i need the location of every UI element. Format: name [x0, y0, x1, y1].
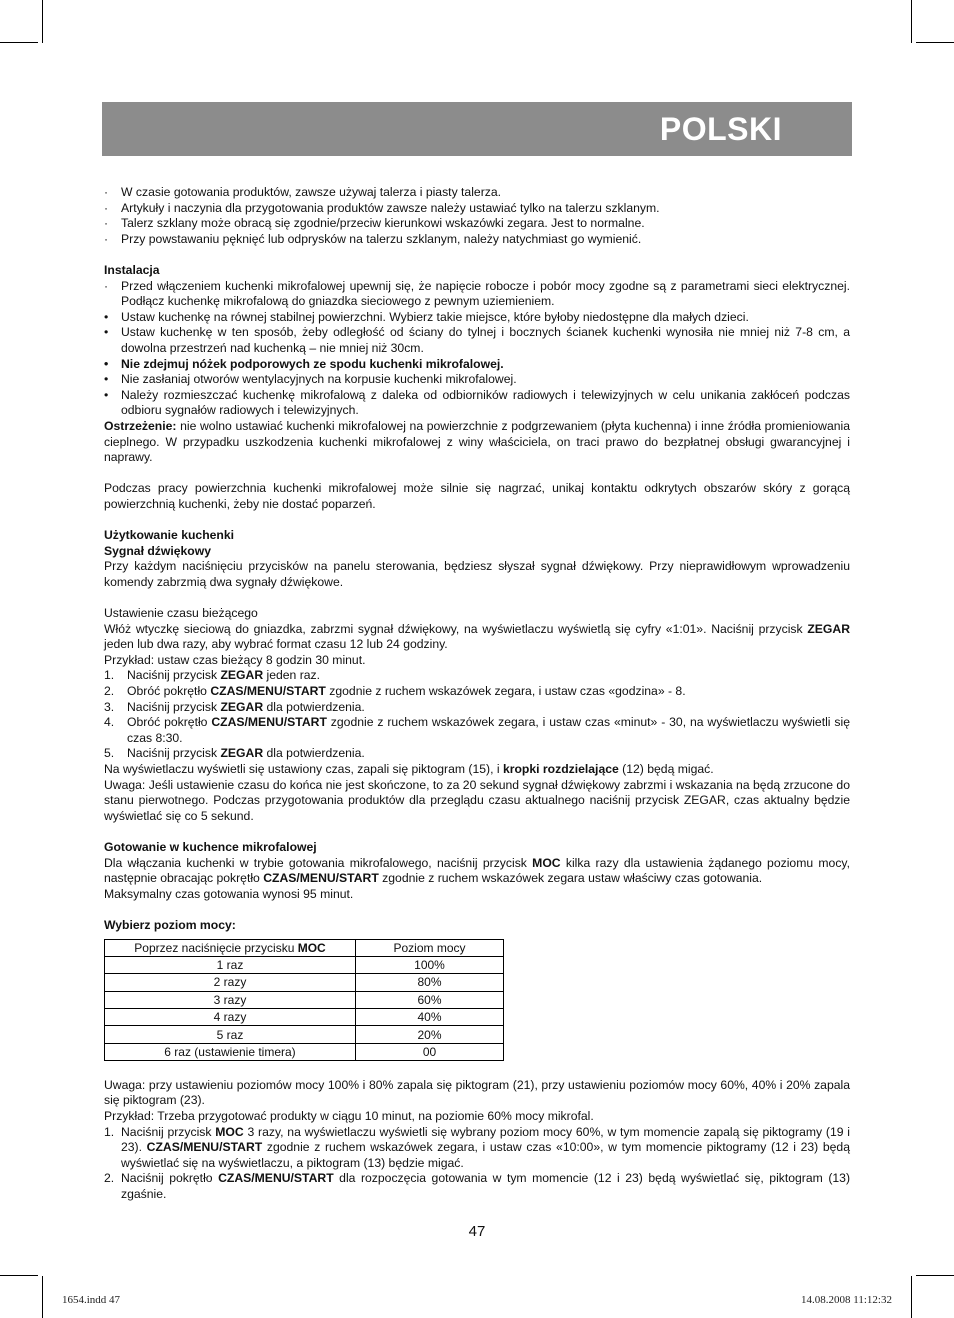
- power-level-table: [104, 939, 504, 1062]
- section-heading: Gotowanie w kuchence mikrofalowej: [104, 839, 317, 854]
- table-cell: 3 razy: [105, 991, 356, 1008]
- footer-timestamp: 14.08.2008 11:12:32: [801, 1294, 892, 1306]
- section-heading: Wybierz poziom mocy:: [104, 917, 236, 932]
- crop-mark: [916, 1275, 954, 1276]
- crop-mark: [0, 1275, 38, 1276]
- table-cell: 00: [356, 1043, 504, 1060]
- table-cell: 20%: [356, 1026, 504, 1043]
- table-cell: 40%: [356, 1009, 504, 1026]
- bullet-marker: •: [104, 372, 109, 387]
- table-cell: 6 raz (ustawienie timera): [105, 1043, 356, 1060]
- crop-mark: [42, 0, 43, 43]
- intro-bullet: · Talerz szklany może obracą się zgodnie/przeciw kierunkowi wskazówki zegara. Jest to normalne.: [104, 216, 645, 231]
- install-item: • Ustaw kuchenkę na równej stabilnej powierzchni. Wybierz takie miejsce, które byłoby niedostępne dla małych dzieci.: [104, 309, 749, 324]
- intro-bullet: · Artykuły i naczynia dla przygotowania produktów zawsze należy ustawiać tylko na talerzu szklanym.: [104, 200, 660, 215]
- power-note: Uwaga: przy ustawieniu poziomów mocy 100% i 80% zapala się piktogram (21), przy ustawieniu poziomów mocy 60%, 40% i 20% zapala się piktogram (23).: [104, 1077, 850, 1108]
- surface-note: Podczas pracy powierzchnia kuchenki mikrofalowej może silnie się nagrzać, unikaj kontaktu odkrytych obszarów skóry z gorącą powierzchnią kuchenki, żeby nie dostać poparzeń.: [104, 481, 850, 511]
- power-step: 1. Naciśnij przycisk MOC 3 razy, na wyświetlaczu wyświetli się wybrany poziom mocy 60%, w tym momencie zapalą się piktogramy (19 i 23). CZAS/MENU/START zgodnie z ruchem wskazówek zegara, i ustaw czas «10:00», w tym momencie piktogramy (12 i 23) będą wyświetlać się na wyświetlaczu, a piktogram (13) będzie migać.: [104, 1124, 850, 1170]
- clock-step: 4. Obróć pokrętło CZAS/MENU/START zgodnie z ruchem wskazówek zegara, i ustaw czas «minut» - 30, na wyświetlaczu wyświetli się czas 8:30.: [104, 715, 850, 745]
- bullet-marker: ·: [104, 231, 109, 246]
- page-number: 47: [468, 1223, 486, 1240]
- warning-label: Ostrzeżenie:: [104, 418, 177, 433]
- bullet-marker: •: [104, 356, 109, 371]
- subsection-heading: Sygnał dźwiękowy: [104, 543, 212, 558]
- crop-mark: [42, 1276, 43, 1318]
- bullet-marker: ·: [104, 278, 109, 293]
- table-row: [105, 991, 504, 1008]
- bullet-marker: ·: [104, 216, 109, 231]
- table-row: [105, 974, 504, 991]
- cooking-paragraph: Dla włączania kuchenki w trybie gotowania mikrofalowego, naciśnij przycisk MOC kilka razy dla ustawienia żądanego poziomu mocy, następnie obracając pokrętło CZAS/MENU/START zgodnie z ruchem wskazówek zegara ustaw właściwy czas gotowania.: [104, 855, 850, 886]
- intro-bullet: · Przy powstawaniu pęknięć lub odprysków na talerzu szklanym, należy natychmiast go wymienić.: [104, 231, 642, 246]
- table-header-cell: Poziom mocy: [356, 939, 504, 956]
- table-row: [105, 1009, 504, 1026]
- footer-file-info: 1654.indd 47: [62, 1294, 121, 1306]
- section-heading: Instalacja: [104, 262, 160, 277]
- bullet-marker: •: [104, 387, 109, 402]
- section-heading: Użytkowanie kuchenki: [104, 528, 235, 543]
- clock-result: Na wyświetlaczu wyświetli się ustawiony czas, zapali się piktogram (15), i kropki rozdzielające (12) będą migać.: [104, 761, 714, 776]
- table-row: [105, 956, 504, 973]
- subsection-heading: Ustawienie czasu bieżącego: [104, 606, 258, 621]
- clock-example: Przykład: ustaw czas bieżący 8 godzin 30 minut.: [104, 652, 366, 667]
- max-cooking-time: Maksymalny czas gotowania wynosi 95 minut.: [104, 886, 354, 901]
- install-item: • Ustaw kuchenkę w ten sposób, żeby odległość od ściany do tylnej i bocznych ścianek kuchenki wynosiła nie mniej niż 7-8 cm, a dowolna przestrzeń nad kuchenką – nie mniej niż 30cm.: [104, 325, 850, 355]
- power-example: Przykład: Trzeba przygotować produkty w ciągu 10 minut, na poziomie 60% mocy mikrofal.: [104, 1109, 594, 1124]
- page-title: POLSKI: [659, 111, 782, 147]
- bullet-marker: •: [104, 325, 109, 340]
- warning-paragraph: Ostrzeżenie: nie wolno ustawiać kuchenki mikrofalowej na powierzchnie z podgrzewaniem (płyta kuchenna) i inne źródła promieniowania cieplnego. W przypadku uszkodzenia kuchenki mikrofalowej z winy właściciela, on traci prawo do bezpłatnej obsługi gwarancyjnej i naprawy.: [104, 418, 850, 465]
- table-header-cell: Poprzez naciśnięcie przycisku MOC: [105, 939, 356, 956]
- clock-step: 2. Obróć pokrętło CZAS/MENU/START zgodnie z ruchem wskazówek zegara, i ustaw czas «godzina» - 8.: [104, 684, 686, 698]
- crop-mark: [911, 1276, 912, 1318]
- bullet-marker: •: [104, 309, 109, 324]
- clock-note: Uwaga: Jeśli ustawienie czasu do końca nie jest skończone, to za 20 sekund sygnał dźwiękowy zabrzmi i wskazania na będą zrzucone do stanu pierwotnego. Podczas przygotowania produktów dla przeglądu czasu aktualnego naciśnij przycisk ZEGAR, czas aktualny będzie wyświetlać się co 5 sekund.: [104, 777, 850, 823]
- crop-mark: [916, 42, 954, 43]
- table-cell: 2 razy: [105, 974, 356, 991]
- crop-mark: [0, 42, 38, 43]
- install-item: · Przed włączeniem kuchenki mikrofalowej upewnij się, że napięcie robocze i pobór mocy zgodne są z parametrami sieci elektrycznej. Podłącz kuchenkę mikrofalową do gniazdka sieciowego z pewnym uziemieniem.: [104, 278, 850, 309]
- intro-bullet: · W czasie gotowania produktów, zawsze używaj talerza i piasty talerza.: [104, 185, 502, 199]
- table-cell: 5 raz: [105, 1026, 356, 1043]
- clock-step: 3. Naciśnij przycisk ZEGAR dla potwierdzenia.: [104, 699, 365, 714]
- sound-signal-text: Przy każdym naciśnięciu przycisków na panelu sterowania, będziesz słyszał sygnał dźwiękowy. Przy nieprawidłowym wprowadzeniu komendy zabrzmią dwa sygnały dźwiękowe.: [104, 559, 850, 589]
- clock-step: 1. Naciśnij przycisk ZEGAR jeden raz.: [104, 668, 321, 683]
- table-cell: 80%: [356, 974, 504, 991]
- table-cell: 4 razy: [105, 1009, 356, 1026]
- power-step: 2. Naciśnij pokrętło CZAS/MENU/START dla rozpoczęcia gotowania w tym momencie (12 i 23) będą wyświetlać się, piktogram (13) zgaśnie.: [104, 1171, 850, 1201]
- bullet-marker: ·: [104, 185, 109, 199]
- language-header-bar: [102, 102, 852, 156]
- table-header-row: [105, 939, 504, 956]
- clock-paragraph: Włóż wtyczkę sieciową do gniazdka, zabrzmi sygnał dźwiękowy, na wyświetlaczu wyświetlą się cyfry «1:01». Naciśnij przycisk ZEGAR jeden lub dwa razy, aby wybrać format czasu 12 lub 24 godziny.: [104, 621, 850, 652]
- manual-content: [104, 185, 850, 1203]
- table-row: [105, 1026, 504, 1043]
- bullet-marker: ·: [104, 200, 109, 215]
- table-cell: 1 raz: [105, 956, 356, 973]
- table-row: [105, 1043, 504, 1060]
- table-cell: 60%: [356, 991, 504, 1008]
- install-item: • Należy rozmieszczać kuchenkę mikrofalową z daleka od odbiorników radiowych i telewizyjnych w celu unikania zakłóceń podczas odbioru sygnałów radiowych i telewizyjnych.: [104, 387, 850, 418]
- clock-step: 5. Naciśnij przycisk ZEGAR dla potwierdzenia.: [104, 746, 365, 761]
- table-cell: 100%: [356, 956, 504, 973]
- install-item: • Nie zdejmuj nóżek podporowych ze spodu kuchenki mikrofalowej.: [104, 356, 504, 371]
- install-item: • Nie zasłaniaj otworów wentylacyjnych na korpusie kuchenki mikrofalowej.: [104, 372, 517, 387]
- crop-mark: [911, 0, 912, 43]
